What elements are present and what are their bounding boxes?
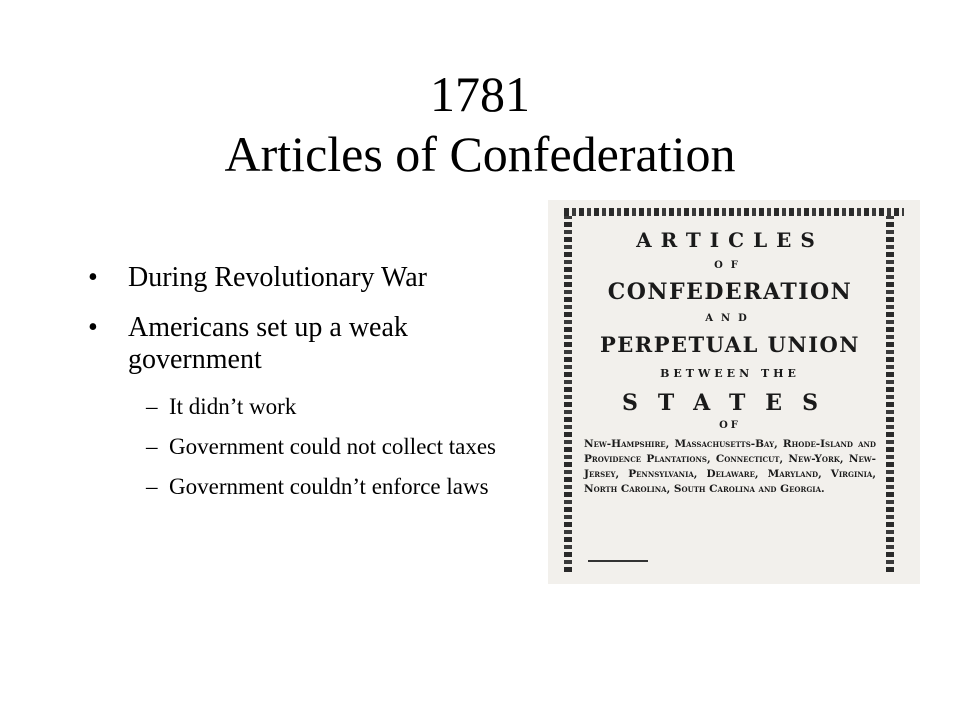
doc-line-articles: ARTICLES	[636, 228, 824, 252]
bullet-dot-icon: •	[88, 262, 98, 293]
dash-icon: –	[146, 434, 158, 459]
document-title-page	[580, 224, 880, 497]
bullet-list	[88, 262, 508, 514]
sub-bullet-text: Government couldn’t enforce laws	[169, 474, 489, 499]
doc-line-confederation: CONFEDERATION	[607, 279, 853, 305]
sub-bullet-item	[88, 474, 508, 500]
title-year: 1781	[430, 66, 530, 122]
sub-bullet-item	[88, 394, 508, 420]
doc-states-list: New-Hampshire, Massachusetts-Bay, Rhode-Island and Providence Plantations, Connecticut, New-York, New-Jersey, Pennsylvania, Delaware, Maryland, Virginia, North Carolina, South Carolina and Georgia.	[584, 438, 876, 495]
articles-document-image	[548, 200, 920, 584]
bullet-item	[88, 262, 508, 294]
doc-line-between-the: BETWEEN THE	[660, 367, 800, 380]
chain-border-right	[886, 216, 894, 572]
doc-line-states: STATES	[622, 390, 838, 416]
dash-icon: –	[146, 474, 158, 499]
sub-bullet-text: Government could not collect taxes	[169, 434, 497, 459]
doc-rule-line	[588, 560, 648, 562]
doc-line-and: AND	[705, 313, 755, 324]
bullet-item	[88, 312, 508, 376]
chain-border-top	[564, 208, 904, 216]
slide-title	[0, 64, 960, 184]
sub-bullet-item	[88, 434, 508, 460]
chain-border-left	[564, 216, 572, 572]
title-text: Articles of Confederation	[224, 126, 736, 182]
bullet-dot-icon: •	[88, 312, 98, 343]
sub-bullet-text: It didn’t work	[169, 394, 297, 419]
doc-line-of-2: OF	[719, 420, 741, 431]
doc-line-of: OF	[714, 260, 746, 271]
bullet-text: Americans set up a weak government	[128, 312, 408, 375]
dash-icon: –	[146, 394, 158, 419]
doc-line-perpetual-union: PERPETUAL UNION	[599, 332, 861, 357]
bullet-text: During Revolutionary War	[128, 262, 427, 293]
